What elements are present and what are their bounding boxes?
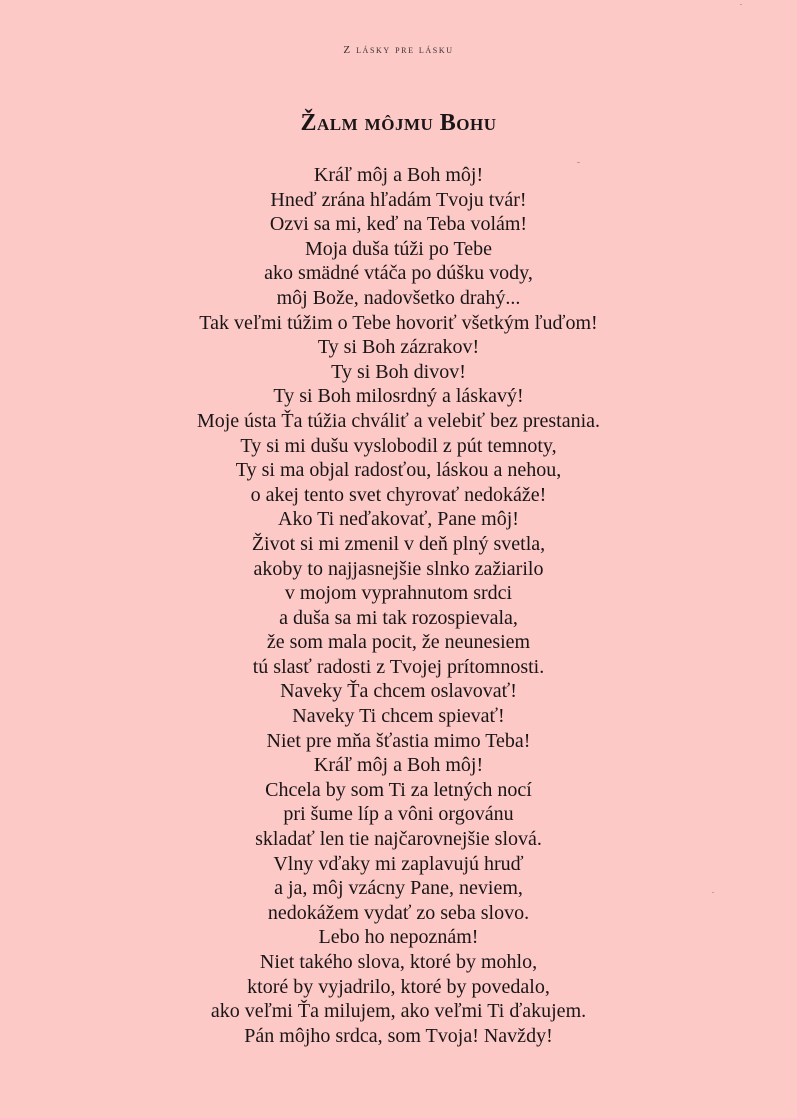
poem-line: ako veľmi Ťa milujem, ako veľmi Ti ďakujem.	[210, 1000, 587, 1023]
poem-line: Niet takého slova, ktoré by mohlo,	[259, 951, 538, 973]
poem-line: pri šume líp a vôni orgovánu	[283, 803, 514, 826]
poem-line: tú slasť radosti z Tvojej prítomnosti.	[252, 655, 545, 678]
poem-line: a ja, môj vzácny Pane, neviem,	[274, 877, 523, 900]
poem-line: o akej tento svet chyrovať nedokáže!	[250, 483, 547, 506]
paper-speck	[712, 892, 714, 893]
poem-line: Život si mi zmenil v deň plný svetla,	[251, 532, 546, 555]
poem-line: ktoré by vyjadrilo, ktoré by povedalo,	[247, 975, 550, 998]
poem-line: že som mala pocit, že neunesiem	[266, 631, 531, 654]
poem-line: Moja duša túži po Tebe	[304, 237, 493, 260]
poem-line: Ty si ma objal radosťou, láskou a nehou,	[235, 459, 562, 482]
poem-line: Lebo ho nepoznám!	[318, 926, 479, 949]
poem-line: Ty si Boh zázrakov!	[317, 336, 480, 359]
poem-line: Kráľ môj a Boh môj!	[313, 754, 484, 777]
poem-line: Moje ústa Ťa túžia chváliť a velebiť bez prestania.	[196, 409, 601, 432]
poem-line: Pán môjho srdca, som Tvoja! Navždy!	[244, 1024, 553, 1047]
poem-line: ako smädné vtáča po dúšku vody,	[264, 262, 533, 285]
poem-line: Ty si Boh divov!	[331, 360, 466, 383]
poem-line: a duša sa mi tak rozospievala,	[279, 606, 518, 629]
poem-line: Hneď zrána hľadám Tvoju tvár!	[270, 188, 527, 211]
running-header: Z lásky pre lásku	[343, 44, 454, 56]
poem-line: Tak veľmi túžim o Tebe hovoriť všetkým ľuďom!	[199, 311, 598, 334]
paper-speck	[577, 162, 580, 163]
paper-speck	[740, 4, 742, 5]
poem-line: Vlny vďaky mi zaplavujú hruď	[273, 852, 524, 875]
poem-line: Ako Ti neďakovať, Pane môj!	[278, 508, 519, 531]
poem-body	[0, 163, 797, 1048]
poem-line: Ty si Boh milosrdný a láskavý!	[273, 385, 524, 408]
poem-line: nedokážem vydať zo seba slovo.	[267, 901, 530, 924]
poem-line: Ozvi sa mi, keď na Teba volám!	[269, 213, 528, 236]
poem-line: Naveky Ťa chcem oslavovať!	[280, 680, 517, 703]
poem-title: Žalm môjmu Bohu	[300, 110, 497, 136]
poem-line: v mojom vyprahnutom srdci	[284, 582, 513, 605]
poem-line: Kráľ môj a Boh môj!	[313, 164, 484, 186]
poem-line: Chcela by som Ti za letných nocí	[265, 778, 532, 801]
poem-line: Naveky Ti chcem spievať!	[292, 705, 505, 728]
poem-line: Ty si mi dušu vyslobodil z pút temnoty,	[240, 434, 557, 457]
poem-line: môj Bože, nadovšetko drahý...	[276, 286, 521, 309]
poem-line: Niet pre mňa šťastia mimo Teba!	[266, 729, 531, 752]
poem-line: skladať len tie najčarovnejšie slová.	[255, 828, 542, 851]
poem-line: akoby to najjasnejšie slnko zažiarilo	[253, 557, 544, 580]
